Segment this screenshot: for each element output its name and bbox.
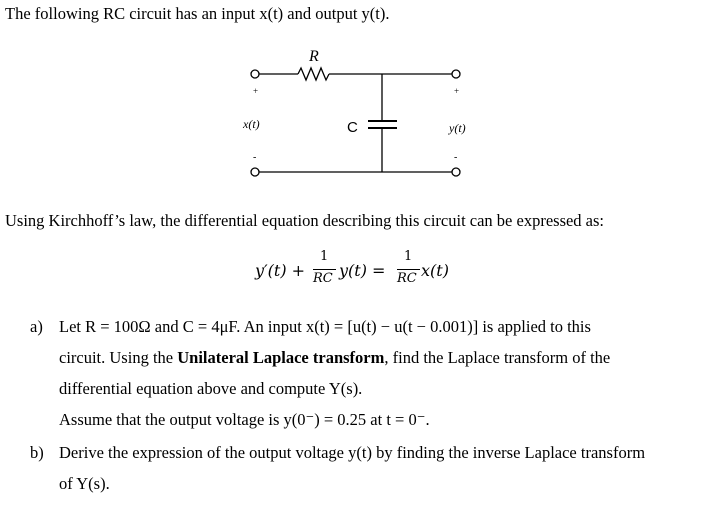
input-minus: - xyxy=(253,152,257,163)
output-terminal-bottom xyxy=(452,168,460,176)
eq-frac1-num: 1 xyxy=(320,249,329,264)
input-terminal-bottom xyxy=(251,168,259,176)
capacitor-label: C xyxy=(347,119,358,136)
intro-text: The following RC circuit has an input x(t) and output y(t). xyxy=(5,4,390,23)
part-b-marker: b) xyxy=(30,443,44,462)
eq-lhs: y′(t) + xyxy=(255,261,306,280)
input-plus: + xyxy=(253,86,259,96)
part-a-line2-post: , find the Laplace transform of the xyxy=(384,348,611,367)
input-terminal-top xyxy=(251,70,259,78)
input-label: x(t) xyxy=(243,117,260,131)
eq-frac2-bar xyxy=(397,269,420,270)
part-b-line2: of Y(s). xyxy=(59,474,110,493)
part-a-line3: differential equation above and compute Y(s). xyxy=(59,379,363,398)
output-terminal-top xyxy=(452,70,460,78)
resistor-symbol xyxy=(298,68,329,80)
resistor-label: R xyxy=(309,48,319,65)
output-plus: + xyxy=(454,86,460,96)
eq-mid: y(t) = xyxy=(339,261,386,280)
differential-equation xyxy=(255,249,495,297)
kirchhoff-text: Using Kirchhoff’s law, the differential equation describing this circuit can be expressed as: xyxy=(5,211,605,230)
part-a-marker: a) xyxy=(30,317,43,336)
eq-frac2-num: 1 xyxy=(404,249,413,264)
part-a-line1: Let R = 100Ω and C = 4μF. An input x(t) = [u(t) − u(t − 0.001)] is applied to this xyxy=(59,317,591,336)
output-label: y(t) xyxy=(449,121,466,135)
eq-frac2-den: RC xyxy=(397,271,417,286)
eq-frac1-den: RC xyxy=(313,271,333,286)
output-minus: - xyxy=(454,152,458,163)
part-a-line2-pre: circuit. Using the xyxy=(59,348,178,367)
part-a-line2-bold: Unilateral Laplace transform xyxy=(177,348,385,367)
eq-frac1-bar xyxy=(313,269,336,270)
part-a-line4: Assume that the output voltage is y(0⁻) = 0.25 at t = 0⁻. xyxy=(59,410,430,429)
part-b-line1: Derive the expression of the output voltage y(t) by finding the inverse Laplace transform xyxy=(59,443,646,462)
part-a-line2 xyxy=(59,348,610,368)
eq-rhs: x(t) xyxy=(421,261,449,280)
